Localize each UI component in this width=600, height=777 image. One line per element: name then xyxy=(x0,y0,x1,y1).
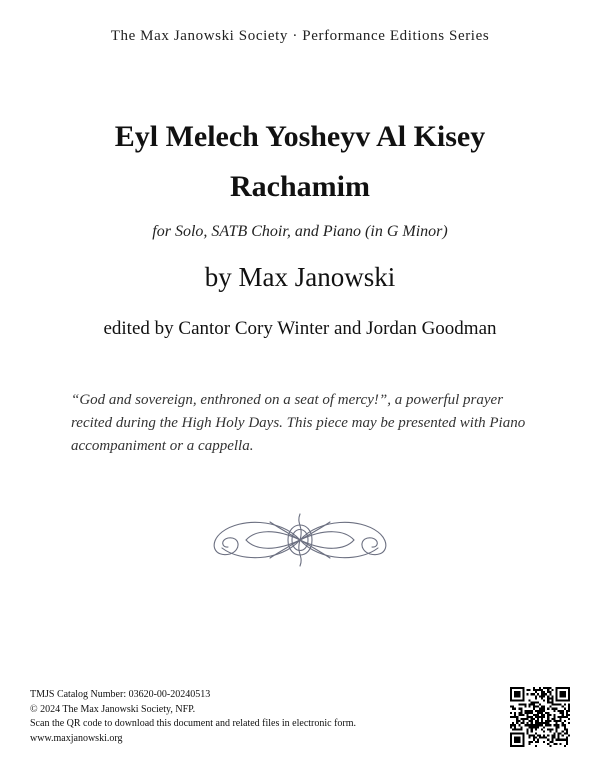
calligraphic-flourish-icon xyxy=(200,510,400,570)
footer-info xyxy=(30,688,356,746)
website-link[interactable]: www.maxjanowski.org xyxy=(30,732,123,744)
title-line-1: Eyl Melech Yosheyv Al Kisey xyxy=(114,120,486,153)
qr-instructions: Scan the QR code to download this document and related files in electronic form. xyxy=(30,718,357,730)
title-line-2: Rachamim xyxy=(230,170,370,203)
instrumentation-subtitle: for Solo, SATB Choir, and Piano (in G Minor) xyxy=(152,223,448,240)
catalog-number: TMJS Catalog Number: 03620-00-20240513 xyxy=(30,689,211,700)
piece-title xyxy=(0,112,600,212)
composer-credit: by Max Janowski xyxy=(204,262,396,292)
series-header: The Max Janowski Society · Performance Editions Series xyxy=(110,28,490,44)
qr-code-icon[interactable] xyxy=(510,687,570,747)
editor-credit: edited by Cantor Cory Winter and Jordan Goodman xyxy=(103,318,497,339)
piece-description: “God and sovereign, enthroned on a seat of mercy!”, a powerful prayer recited during the High Holy Days. This piece may be presented with Piano accompaniment or a cappella. xyxy=(71,392,526,454)
copyright-notice: © 2024 The Max Janowski Society, NFP. xyxy=(30,703,196,715)
